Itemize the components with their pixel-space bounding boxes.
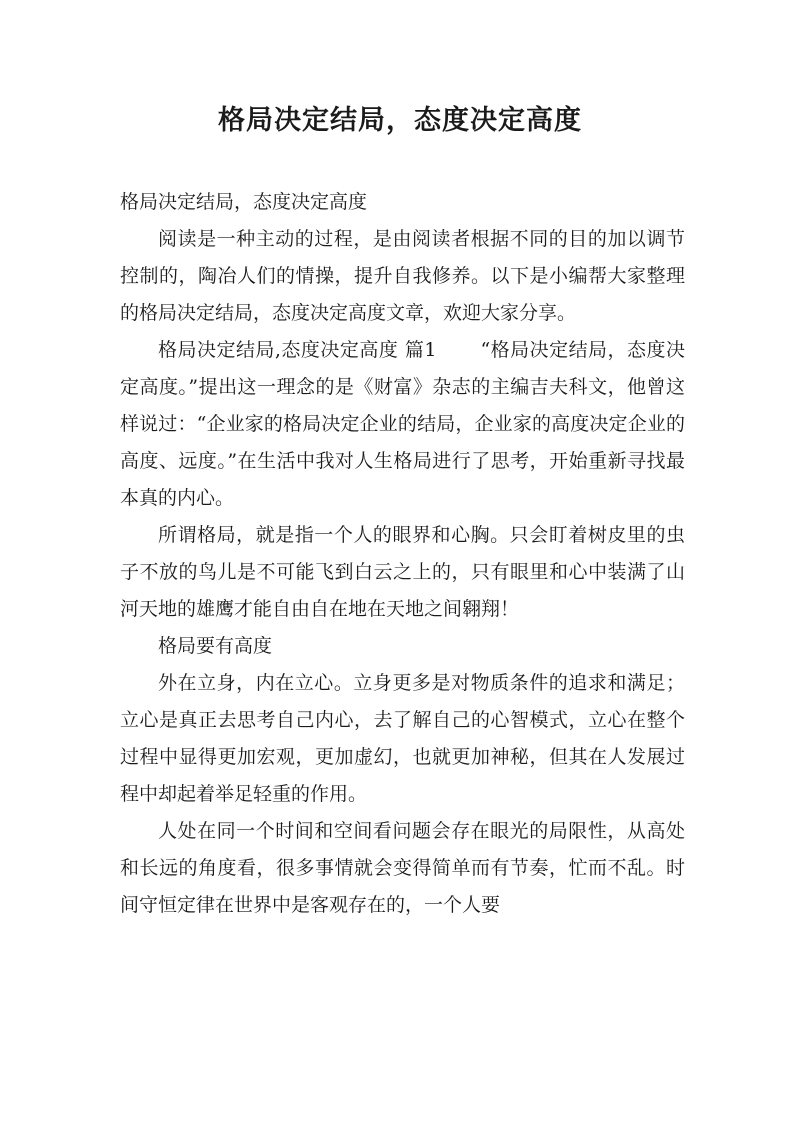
subtitle-line: 格局决定结局，态度决定高度: [120, 191, 368, 213]
paragraph-section-1: [120, 332, 685, 517]
paragraph-time-space: 人处在同一个时间和空间看问题会存在眼光的局限性，从高处和长远的角度看，很多事情就会变得简单而有节奏，忙而不乱。时间守恒定律在世界中是客观存在的，一个人要: [120, 820, 685, 916]
document-body: [120, 184, 685, 924]
paragraph-inner-heart: 外在立身，内在立心。立身更多是对物质条件的追求和满足；立心是真正去思考自己内心，去了解自己的心智模式，立心在整个过程中显得更加宏观，更加虚幻，也就更加神秘，但其在人发展过程中却起着举足轻重的作用。: [120, 672, 685, 805]
section-heading: 格局决定结局,态度决定高度 篇1: [158, 339, 437, 361]
subheading-height: 格局要有高度: [158, 635, 273, 657]
paragraph-section-1-text: “格局决定结局，态度决定高度。”提出这一理念的是《财富》杂志的主编吉夫科文，他曾这样说过：“企业家的格局决定企业的结局，企业家的高度决定企业的高度、远度。”在生活中我对人生格局进行了思考，开始重新寻找最本真的内心。: [120, 339, 685, 509]
paragraph-intro: 阅读是一种主动的过程，是由阅读者根据不同的目的加以调节控制的，陶冶人们的情操，提升自我修养。以下是小编帮大家整理的格局决定结局，态度决定高度文章，欢迎大家分享。: [120, 228, 685, 324]
paragraph-vision: 所谓格局，就是指一个人的眼界和心胸。只会盯着树皮里的虫子不放的鸟儿是不可能飞到白云之上的，只有眼里和心中装满了山河天地的雄鹰才能自由自在地在天地之间翱翔！: [120, 524, 685, 620]
document-title: 格局决定结局，态度决定高度: [218, 105, 582, 136]
